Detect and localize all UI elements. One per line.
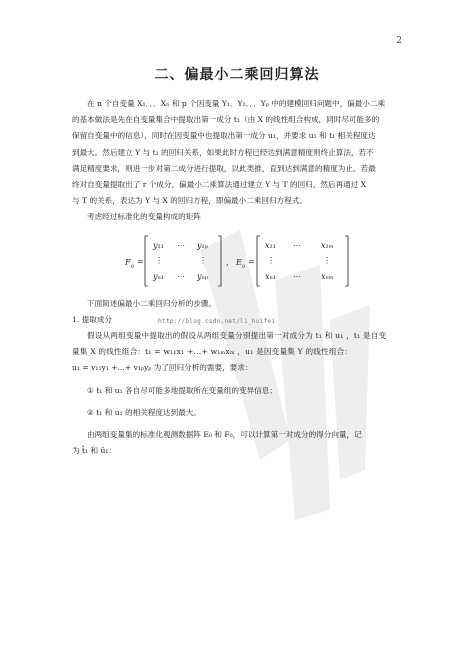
paragraph-intro: [72, 96, 404, 209]
equals-sign: =: [248, 256, 255, 266]
matrix-f-label: F: [125, 257, 131, 267]
bracket-right: [345, 236, 348, 286]
matrix-cell: x₁₁: [265, 240, 276, 250]
text-line: u₁ = v₁₁y₁ +...+ v₁ₚyₚ 为了回归分析的需要，要求：: [72, 363, 253, 373]
requirement-1: ① t₁ 和 u₁ 各自尽可能多地提取所在变量组的变异信息；: [87, 385, 277, 395]
paragraph-step1: [72, 328, 404, 377]
matrix-f-sub: 0: [131, 263, 135, 270]
matrix-cell: xₙₘ: [321, 271, 334, 281]
bracket-right: [218, 236, 221, 286]
step-heading: 1. 提取成分: [72, 314, 113, 324]
comma: ,: [226, 257, 229, 267]
paragraph-matrix-intro: 考虑经过标准化的变量构成的矩阵: [87, 212, 201, 222]
text-line: 到最大。然后建立 Y 与 t₁ 的回归关系，如果此时方程已经达到满意精度则终止算法，若不: [72, 147, 374, 157]
paragraph-score-vectors: [72, 427, 404, 459]
text-line: 保留自变量中的信息），同时在因变量中也提取出第一成分 u₁，并要求 u₁ 和 t₁ 相关程度达: [72, 131, 376, 141]
matrix-cell: ⋮: [323, 255, 331, 265]
text-line: 满足精度要求，则进一步对第二成分进行提取，以此类推，直到达到满意的精度为止。若最: [72, 163, 376, 173]
equals-sign: =: [137, 256, 144, 266]
text-line: 由两组变量集的标准化观测数据阵 E₀ 和 F₀，可以计算第一对成分的得分向量，记: [87, 430, 362, 440]
matrix-cell: ⋮: [155, 255, 163, 265]
matrix-cell: ⋯: [177, 240, 185, 250]
text-line: 为 t̂₁ 和 û₁：: [72, 446, 117, 456]
document-body: [72, 96, 404, 459]
page-number: 2: [396, 36, 402, 46]
text-line: 量集 X 的线性组合：t₁ = w₁₁x₁ +...+ w₁ₘxₘ ，u₁ 是因变量集 Y 的线性组合：: [72, 347, 353, 357]
requirement-2: ② t₁ 和 u₁ 的相关程度达到最大。: [87, 407, 202, 417]
text-line: 终对自变量提取出了 r 个成分，偏最小二乘算法通过建立 Y 与 T 的回归，然后再通过 X: [72, 180, 367, 190]
matrix-cell: xₙ₁: [265, 271, 276, 281]
bracket-left: [145, 236, 148, 286]
matrix-figure: [123, 232, 353, 290]
matrix-cell: yₙ₁: [153, 271, 164, 281]
matrix-equation: [72, 232, 404, 290]
matrix-cell: ⋮: [199, 255, 207, 265]
matrix-cell: y₁ₚ: [197, 240, 208, 250]
matrix-e-sub: 0: [242, 263, 246, 270]
section-title: 二、偏最小二乘回归算法: [154, 67, 320, 83]
paragraph-steps-intro: 下面简述偏最小二乘回归分析的步骤。: [87, 298, 217, 308]
text-line: 假设从两组变量中提取出的假设从两组变量分别提出第一对成分为 t₁ 和 u₁ ，t₁ 是自变: [87, 331, 387, 341]
text-line: 与 T 的关系，表达为 Y 与 X 的回归方程，即偏最小二乘回归方程式。: [72, 196, 307, 206]
matrix-e-label: E: [236, 257, 242, 267]
matrix-cell: ⋮: [267, 255, 275, 265]
bracket-left: [257, 236, 260, 286]
matrix-cell: y₁₁: [153, 240, 164, 250]
matrix-cell: ⋯: [177, 271, 185, 281]
watermark-url: http://blog.csdn.net/li_huifei: [158, 318, 276, 325]
text-line: 的基本做法是先在自变量集合中提取出第一成分 t₁（由 X 的线性组合构成，同时尽可能多的: [72, 115, 380, 125]
matrix-cell: yₙₚ: [197, 271, 208, 281]
matrix-cell: ⋯: [293, 240, 301, 250]
matrix-cell: x₁ₘ: [321, 240, 334, 250]
text-line: 在 n 个自变量 X₁．．．Xₙ 和 p 个因变量 Y₁．Y₂．．．Yₚ 中的建模回归问题中，偏最小二乘: [87, 99, 386, 108]
matrix-cell: ⋯: [293, 271, 301, 281]
